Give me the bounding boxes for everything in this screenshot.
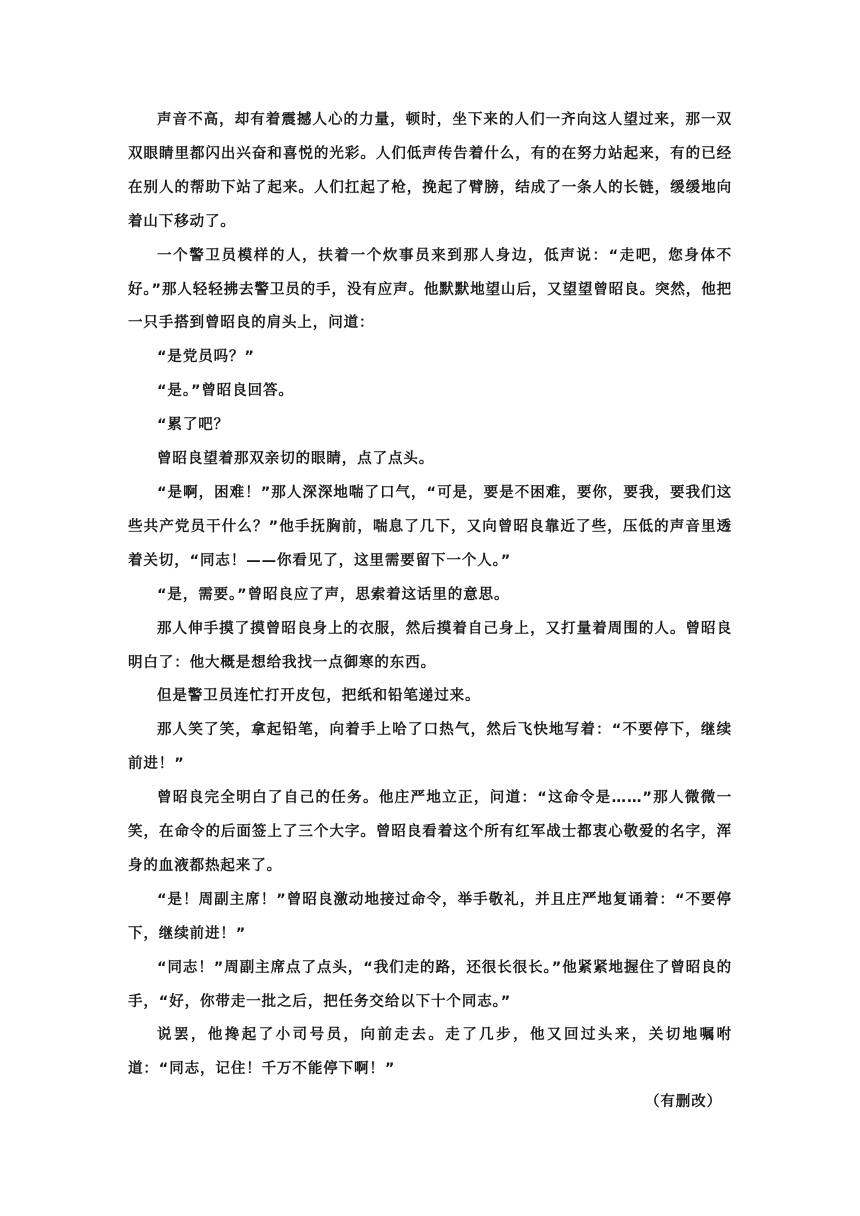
paragraph: “是啊，困难！”那人深深地喘了口气，“可是，要是不困难，要你，要我，要我们这些共产党员干什么？”他手抚胸前，喘息了几下，又向曾昭良靠近了些，压低的声音里透着关切，“同志！——你看见了，这里需要留下一个人。” <box>128 484 732 569</box>
paragraph: “是党员吗？” <box>157 349 255 366</box>
paragraph: “是，需要。”曾昭良应了声，思索着这话里的意思。 <box>157 586 510 603</box>
paragraph: 那人笑了笑，拿起铅笔，向着手上哈了口热气，然后飞快地写着：“不要停下，继续前进！” <box>128 722 732 773</box>
source-note: （有删改） <box>645 1094 722 1110</box>
paragraph: 声音不高，却有着震撼人心的力量，顿时，坐下来的人们一齐向这人望过来，那一双双眼睛里都闪出兴奋和喜悦的光彩。人们低声传告着什么，有的在努力站起来，有的已经在别人的帮助下站了起来。人们扛起了枪，挽起了臂膀，结成了一条人的长链，缓缓地向着山下移动了。 <box>128 112 732 230</box>
paragraph: 曾昭良完全明白了自己的任务。他庄严地立正，问道：“这命令是……”那人微微一笑，在命令的后面签上了三个大字。曾昭良看着这个所有红军战士都衷心敬爱的名字，浑身的血液都热起来了。 <box>128 790 732 874</box>
article-body <box>128 104 732 1087</box>
paragraph: 但是警卫员连忙打开皮包，把纸和铅笔递过来。 <box>157 688 481 705</box>
paragraph: “同志！”周副主席点了点头，“我们走的路，还很长很长。”他紧紧地握住了曾昭良的手，“好，你带走一批之后，把任务交给以下十个同志。” <box>128 959 732 1010</box>
paragraph: 那人伸手摸了摸曾昭良身上的衣服，然后摸着自己身上，又打量着周围的人。曾昭良明白了：他大概是想给我找一点御寒的东西。 <box>128 620 732 671</box>
paragraph: 一个警卫员模样的人，扶着一个炊事员来到那人身边，低声说：“走吧，您身体不好。”那人轻轻拂去警卫员的手，没有应声。他默默地望山后，又望望曾昭良。突然，他把一只手搭到曾昭良的肩头上，问道： <box>128 247 732 332</box>
paragraph: 说罢，他搀起了小司号员，向前走去。走了几步，他又回过头来，关切地嘱咐道：“同志，记住！千万不能停下啊！” <box>128 1027 732 1078</box>
paragraph: “是。”曾昭良回答。 <box>157 383 294 400</box>
paragraph: “是！周副主席！”曾昭良激动地接过命令，举手敬礼，并且庄严地复诵着：“不要停下，继续前进！” <box>128 891 732 942</box>
paragraph: “累了吧？ <box>157 417 230 434</box>
paragraph: 曾昭良望着那双亲切的眼睛，点了点头。 <box>157 451 435 468</box>
